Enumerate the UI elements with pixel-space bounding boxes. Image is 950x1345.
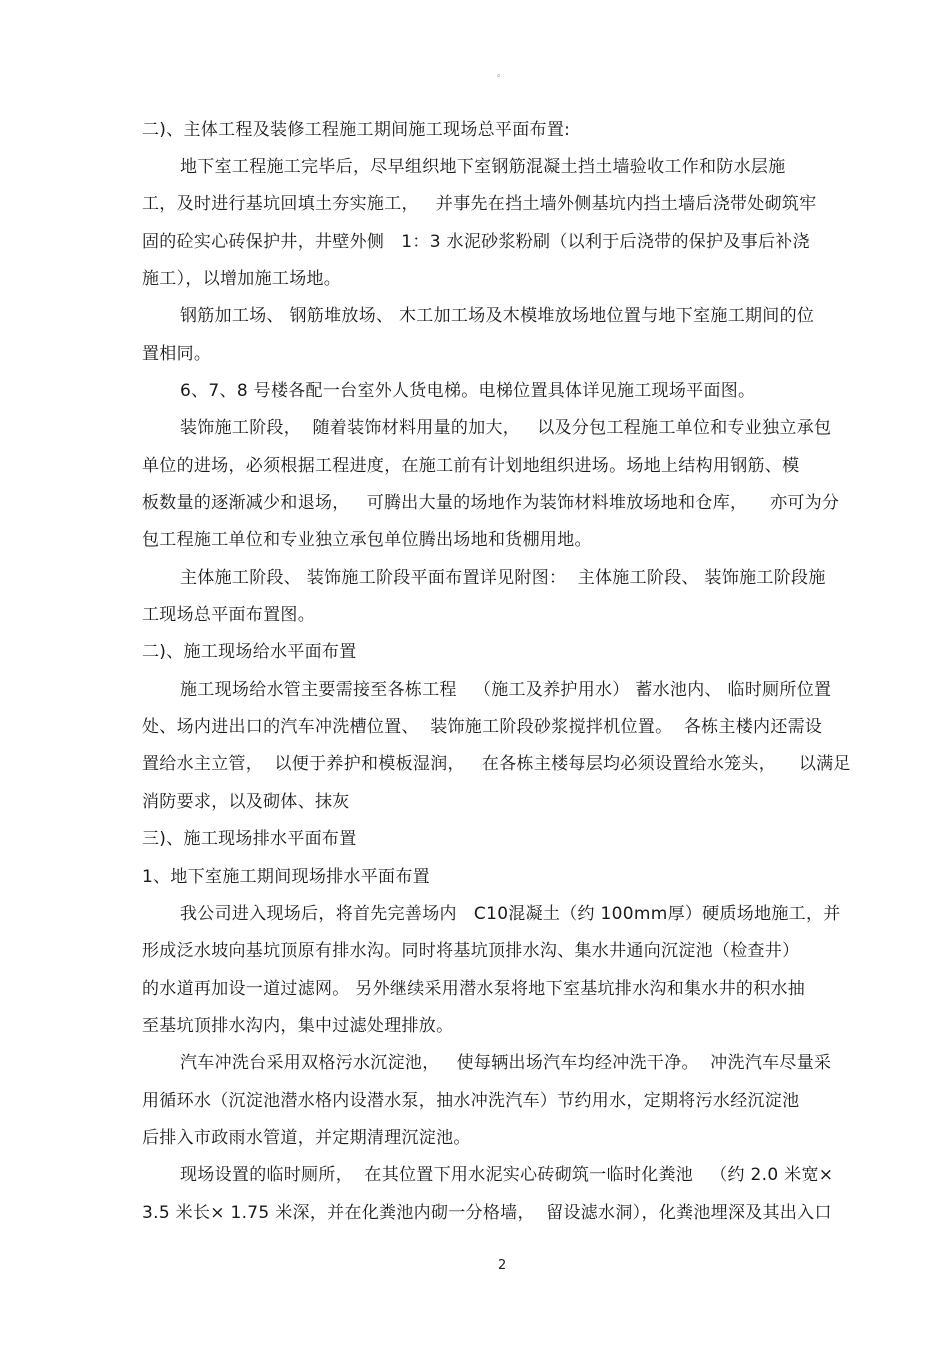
paragraph-line: 用循环水（沉淀池潜水格内设潜水泵，抽水冲洗汽车）节约用水，定期将污水经沉淀池: [142, 1091, 800, 1111]
paragraph-line: 置给水主立管， 以便于养护和模板湿润， 在各栋主楼每层均必须设置给水笼头， 以满足: [142, 754, 851, 774]
paragraph-line: 至基坑顶排水沟内，集中过滤处理排放。: [142, 1016, 454, 1036]
paragraph-line: 工现场总平面布置图。: [142, 605, 315, 625]
paragraph-line: 地下室工程施工完毕后，尽早组织地下室钢筋混凝土挡土墙验收工作和防水层施: [180, 157, 786, 177]
paragraph-line: 的水道再加设一道过滤网。 另外继续采用潜水泵将地下室基坑排水沟和集水井的积水抽: [142, 979, 806, 999]
paragraph-line: 板数量的逐渐减少和退场， 可腾出大量的场地作为装饰材料堆放场地和仓库， 亦可为分: [142, 493, 840, 513]
paragraph-line: 单位的进场，必须根据工程进度，在施工前有计划地组织进场。场地上结构用钢筋、模: [142, 456, 800, 476]
paragraph-line: 施工现场给水管主要需接至各栋工程 （施工及养护用水） 蓄水池内、 临时厕所位置: [180, 680, 832, 700]
paragraph-line: 3.5 米长× 1.75 米深，并在化粪池内砌一分格墙， 留设滤水洞），化粪池埋深及其出入口: [142, 1203, 832, 1223]
paragraph-line: 形成泛水坡向基坑顶原有排水沟。同时将基坑顶排水沟、集水井通向沉淀池（检查井）: [142, 941, 800, 961]
paragraph-line: 后排入市政雨水管道，并定期清理沉淀池。: [142, 1128, 471, 1148]
paragraph-line: 施工），以增加施工场地。: [142, 269, 342, 289]
paragraph-line: 处、场内进出口的汽车冲洗槽位置、 装饰施工阶段砂浆搅拌机位置。 各栋主楼内还需设: [142, 717, 823, 737]
paragraph-line: 包工程施工单位和专业独立承包单位腾出场地和货棚用地。: [142, 530, 592, 550]
paragraph-line: 装饰施工阶段， 随着装饰材料用量的加大， 以及分包工程施工单位和专业独立承包: [180, 418, 832, 438]
paragraph-line: 置相同。: [142, 344, 212, 364]
paragraph-line: 固的砼实心砖保护井，井壁外侧 1：3 水泥砂浆粉刷（以利于后浇带的保护及事后补浇: [142, 232, 810, 252]
page-number: 2: [498, 1258, 507, 1273]
paragraph-line: 现场设置的临时厕所， 在其位置下用水泥实心砖砌筑一临时化粪池 （约 2.0 米宽×: [180, 1165, 834, 1185]
paragraph-line: 我公司进入现场后，将首先完善场内 C10混凝土（约 100mm厚）硬质场地施工，并: [180, 904, 841, 924]
paragraph-line: 消防要求，以及砌体、抹灰: [142, 792, 350, 812]
paragraph-line: 工，及时进行基坑回填土夯实施工， 并事先在挡土墙外侧基坑内挡土墙后浇带处砌筑牢: [142, 194, 817, 214]
header-mark: 。: [497, 69, 507, 79]
paragraph-line: 6、7、8 号楼各配一台室外人货电梯。电梯位置具体详见施工现场平面图。: [180, 381, 756, 401]
paragraph-line: 主体施工阶段、 装饰施工阶段平面布置详见附图： 主体施工阶段、 装饰施工阶段施: [180, 568, 826, 588]
heading-drainage-layout: 三)、施工现场排水平面布置: [142, 829, 357, 849]
heading-water-supply-layout: 二)、施工现场给水平面布置: [142, 642, 357, 662]
subheading-basement-drainage: 1、地下室施工期间现场排水平面布置: [142, 867, 430, 887]
paragraph-line: 汽车冲洗台采用双格污水沉淀池， 使每辆出场汽车均经冲洗干净。 冲洗汽车尽量采: [180, 1053, 832, 1073]
paragraph-line: 钢筋加工场、 钢筋堆放场、 木工加工场及木模堆放场地位置与地下室施工期间的位: [180, 306, 815, 326]
heading-main-structure-layout: 二)、主体工程及装修工程施工期间施工现场总平面布置:: [142, 120, 571, 140]
